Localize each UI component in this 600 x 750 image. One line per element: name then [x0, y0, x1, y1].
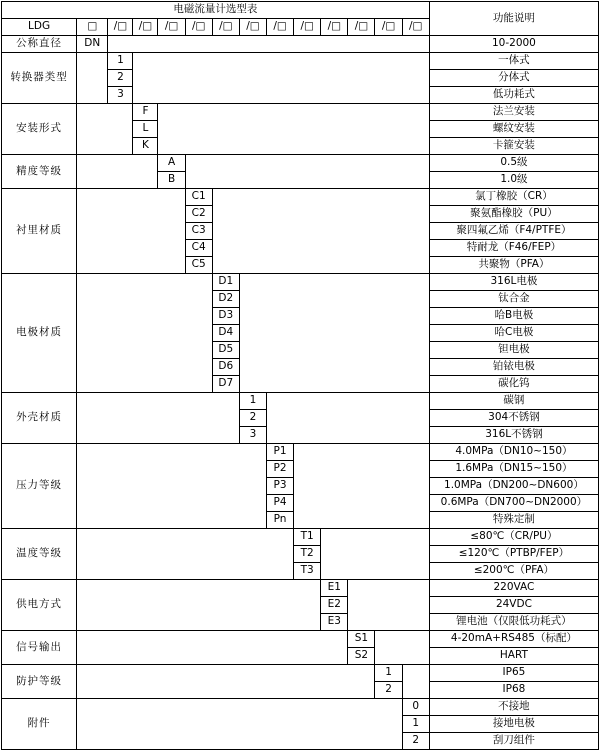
code-protection-1: 1 [375, 665, 402, 682]
desc-lining-5: 共聚物（PFA） [429, 257, 598, 274]
desc-electrode-5: 钽电极 [429, 342, 598, 359]
row-signal-1 [2, 631, 599, 648]
desc-pressure-1: 4.0MPa（DN10~150） [429, 444, 598, 461]
desc-housing-2: 304不锈钢 [429, 410, 598, 427]
code-lining-2: C2 [185, 206, 212, 223]
desc-electrode-7: 碳化钨 [429, 376, 598, 393]
code-electrode-3: D3 [212, 308, 239, 325]
spacer [321, 529, 430, 580]
desc-electrode-3: 哈B电极 [429, 308, 598, 325]
desc-pressure-2: 1.6MPa（DN15~150） [429, 461, 598, 478]
header-row [2, 2, 599, 19]
spacer [348, 580, 430, 631]
code-accuracy-1: A [158, 155, 185, 172]
desc-electrode-2: 钛合金 [429, 291, 598, 308]
code-pressure-3: P3 [266, 478, 293, 495]
desc-signal-2: HART [429, 648, 598, 665]
code-dn: DN [77, 36, 108, 53]
code-lining-1: C1 [185, 189, 212, 206]
desc-protection-2: IP68 [429, 682, 598, 699]
desc-accuracy-2: 1.0级 [429, 172, 598, 189]
spacer [77, 665, 375, 699]
spacer [77, 393, 240, 444]
desc-electrode-1: 316L电极 [429, 274, 598, 291]
label-temperature-rating: 温度等级 [2, 529, 77, 580]
desc-accessory-1: 不接地 [429, 699, 598, 716]
row-protection-1 [2, 665, 599, 682]
desc-install-type-2: 螺纹安装 [429, 121, 598, 138]
desc-power-3: 锂电池（仅限低功耗式） [429, 614, 598, 631]
desc-converter-type-2: 分体式 [429, 70, 598, 87]
desc-housing-1: 碳钢 [429, 393, 598, 410]
spacer [77, 529, 294, 580]
desc-electrode-6: 铂铱电极 [429, 359, 598, 376]
spacer [77, 631, 348, 665]
row-housing-1 [2, 393, 599, 410]
model-box-11: /□ [375, 19, 402, 36]
code-converter-type-2: 2 [108, 70, 133, 87]
row-nominal-diameter [2, 36, 599, 53]
code-housing-2: 2 [239, 410, 266, 427]
desc-temperature-1: ≤80℃（CR/PU） [429, 529, 598, 546]
spacer [77, 189, 185, 274]
spacer [77, 53, 108, 104]
code-lining-4: C4 [185, 240, 212, 257]
spacer [402, 665, 429, 699]
desc-lining-1: 氯丁橡胶（CR） [429, 189, 598, 206]
code-install-type-3: K [133, 138, 158, 155]
code-accessory-2: 1 [402, 716, 429, 733]
code-converter-type-1: 1 [108, 53, 133, 70]
desc-nominal-diameter: 10-2000 [429, 36, 598, 53]
spacer [375, 631, 429, 665]
row-install-type-1 [2, 104, 599, 121]
row-converter-type-1 [2, 53, 599, 70]
row-lining-1 [2, 189, 599, 206]
label-nominal-diameter: 公称直径 [2, 36, 77, 53]
label-lining-material: 衬里材质 [2, 189, 77, 274]
desc-lining-4: 特耐龙（F46/FEP） [429, 240, 598, 257]
desc-electrode-4: 哈C电极 [429, 325, 598, 342]
code-install-type-1: F [133, 104, 158, 121]
code-signal-2: S2 [348, 648, 375, 665]
desc-accessory-3: 刮刀组件 [429, 733, 598, 750]
spacer [77, 104, 133, 155]
desc-temperature-3: ≤200℃（PFA） [429, 563, 598, 580]
code-power-1: E1 [321, 580, 348, 597]
model-box-8: /□ [294, 19, 321, 36]
label-housing-material: 外壳材质 [2, 393, 77, 444]
label-pressure-rating: 压力等级 [2, 444, 77, 529]
spacer [77, 274, 213, 393]
spacer [212, 189, 429, 274]
code-pressure-5: Pn [266, 512, 293, 529]
desc-converter-type-1: 一体式 [429, 53, 598, 70]
model-box-0: □ [77, 19, 108, 36]
code-lining-5: C5 [185, 257, 212, 274]
code-temperature-2: T2 [294, 546, 321, 563]
model-box-9: /□ [321, 19, 348, 36]
spacer [77, 155, 158, 189]
label-protection-rating: 防护等级 [2, 665, 77, 699]
row-electrode-1 [2, 274, 599, 291]
spacer [133, 53, 429, 104]
model-box-6: /□ [239, 19, 266, 36]
desc-temperature-2: ≤120℃（PTBP/FEP） [429, 546, 598, 563]
model-prefix: LDG [2, 19, 77, 36]
spacer [185, 155, 429, 189]
desc-pressure-4: 0.6MPa（DN700~DN2000） [429, 495, 598, 512]
code-electrode-7: D7 [212, 376, 239, 393]
row-accessory-1 [2, 699, 599, 716]
code-electrode-5: D5 [212, 342, 239, 359]
label-accuracy: 精度等级 [2, 155, 77, 189]
desc-housing-3: 316L不锈钢 [429, 427, 598, 444]
code-temperature-1: T1 [294, 529, 321, 546]
model-box-10: /□ [348, 19, 375, 36]
desc-pressure-5: 特殊定制 [429, 512, 598, 529]
spacer [77, 580, 321, 631]
desc-power-1: 220VAC [429, 580, 598, 597]
selection-table [1, 1, 599, 750]
code-converter-type-3: 3 [108, 87, 133, 104]
model-box-12: /□ [402, 19, 429, 36]
desc-protection-1: IP65 [429, 665, 598, 682]
spacer [294, 444, 430, 529]
desc-column-title: 功能说明 [429, 2, 598, 36]
code-signal-1: S1 [348, 631, 375, 648]
code-electrode-6: D6 [212, 359, 239, 376]
row-temperature-1 [2, 529, 599, 546]
spacer [108, 36, 429, 53]
desc-lining-3: 聚四氟乙烯（F4/PTFE） [429, 223, 598, 240]
row-pressure-1 [2, 444, 599, 461]
row-accuracy-1 [2, 155, 599, 172]
code-install-type-2: L [133, 121, 158, 138]
spacer [266, 393, 429, 444]
spacer [77, 444, 267, 529]
desc-signal-1: 4-20mA+RS485（标配） [429, 631, 598, 648]
code-power-3: E3 [321, 614, 348, 631]
code-electrode-1: D1 [212, 274, 239, 291]
label-converter-type: 转换器类型 [2, 53, 77, 104]
label-accessory: 附件 [2, 699, 77, 750]
row-power-1 [2, 580, 599, 597]
code-pressure-1: P1 [266, 444, 293, 461]
code-accessory-1: 0 [402, 699, 429, 716]
desc-install-type-1: 法兰安装 [429, 104, 598, 121]
selection-table-sheet [0, 1, 600, 747]
code-lining-3: C3 [185, 223, 212, 240]
desc-install-type-3: 卡箍安装 [429, 138, 598, 155]
code-housing-3: 3 [239, 427, 266, 444]
desc-lining-2: 聚氨酯橡胶（PU） [429, 206, 598, 223]
code-temperature-3: T3 [294, 563, 321, 580]
code-electrode-4: D4 [212, 325, 239, 342]
spacer [158, 104, 429, 155]
spacer [239, 274, 429, 393]
model-box-2: /□ [133, 19, 158, 36]
code-protection-2: 2 [375, 682, 402, 699]
label-install-type: 安装形式 [2, 104, 77, 155]
desc-converter-type-3: 低功耗式 [429, 87, 598, 104]
label-power-supply: 供电方式 [2, 580, 77, 631]
label-electrode-material: 电极材质 [2, 274, 77, 393]
code-housing-1: 1 [239, 393, 266, 410]
desc-accessory-2: 接地电极 [429, 716, 598, 733]
code-electrode-2: D2 [212, 291, 239, 308]
model-box-1: /□ [108, 19, 133, 36]
label-signal-output: 信号输出 [2, 631, 77, 665]
desc-accuracy-1: 0.5级 [429, 155, 598, 172]
code-pressure-2: P2 [266, 461, 293, 478]
spacer [77, 699, 402, 750]
sheet-title: 电磁流量计选型表 [2, 2, 430, 19]
model-box-3: /□ [158, 19, 185, 36]
code-power-2: E2 [321, 597, 348, 614]
model-box-4: /□ [185, 19, 212, 36]
desc-power-2: 24VDC [429, 597, 598, 614]
model-box-5: /□ [212, 19, 239, 36]
model-box-7: /□ [266, 19, 293, 36]
code-accuracy-2: B [158, 172, 185, 189]
code-pressure-4: P4 [266, 495, 293, 512]
desc-pressure-3: 1.0MPa（DN200~DN600） [429, 478, 598, 495]
code-accessory-3: 2 [402, 733, 429, 750]
